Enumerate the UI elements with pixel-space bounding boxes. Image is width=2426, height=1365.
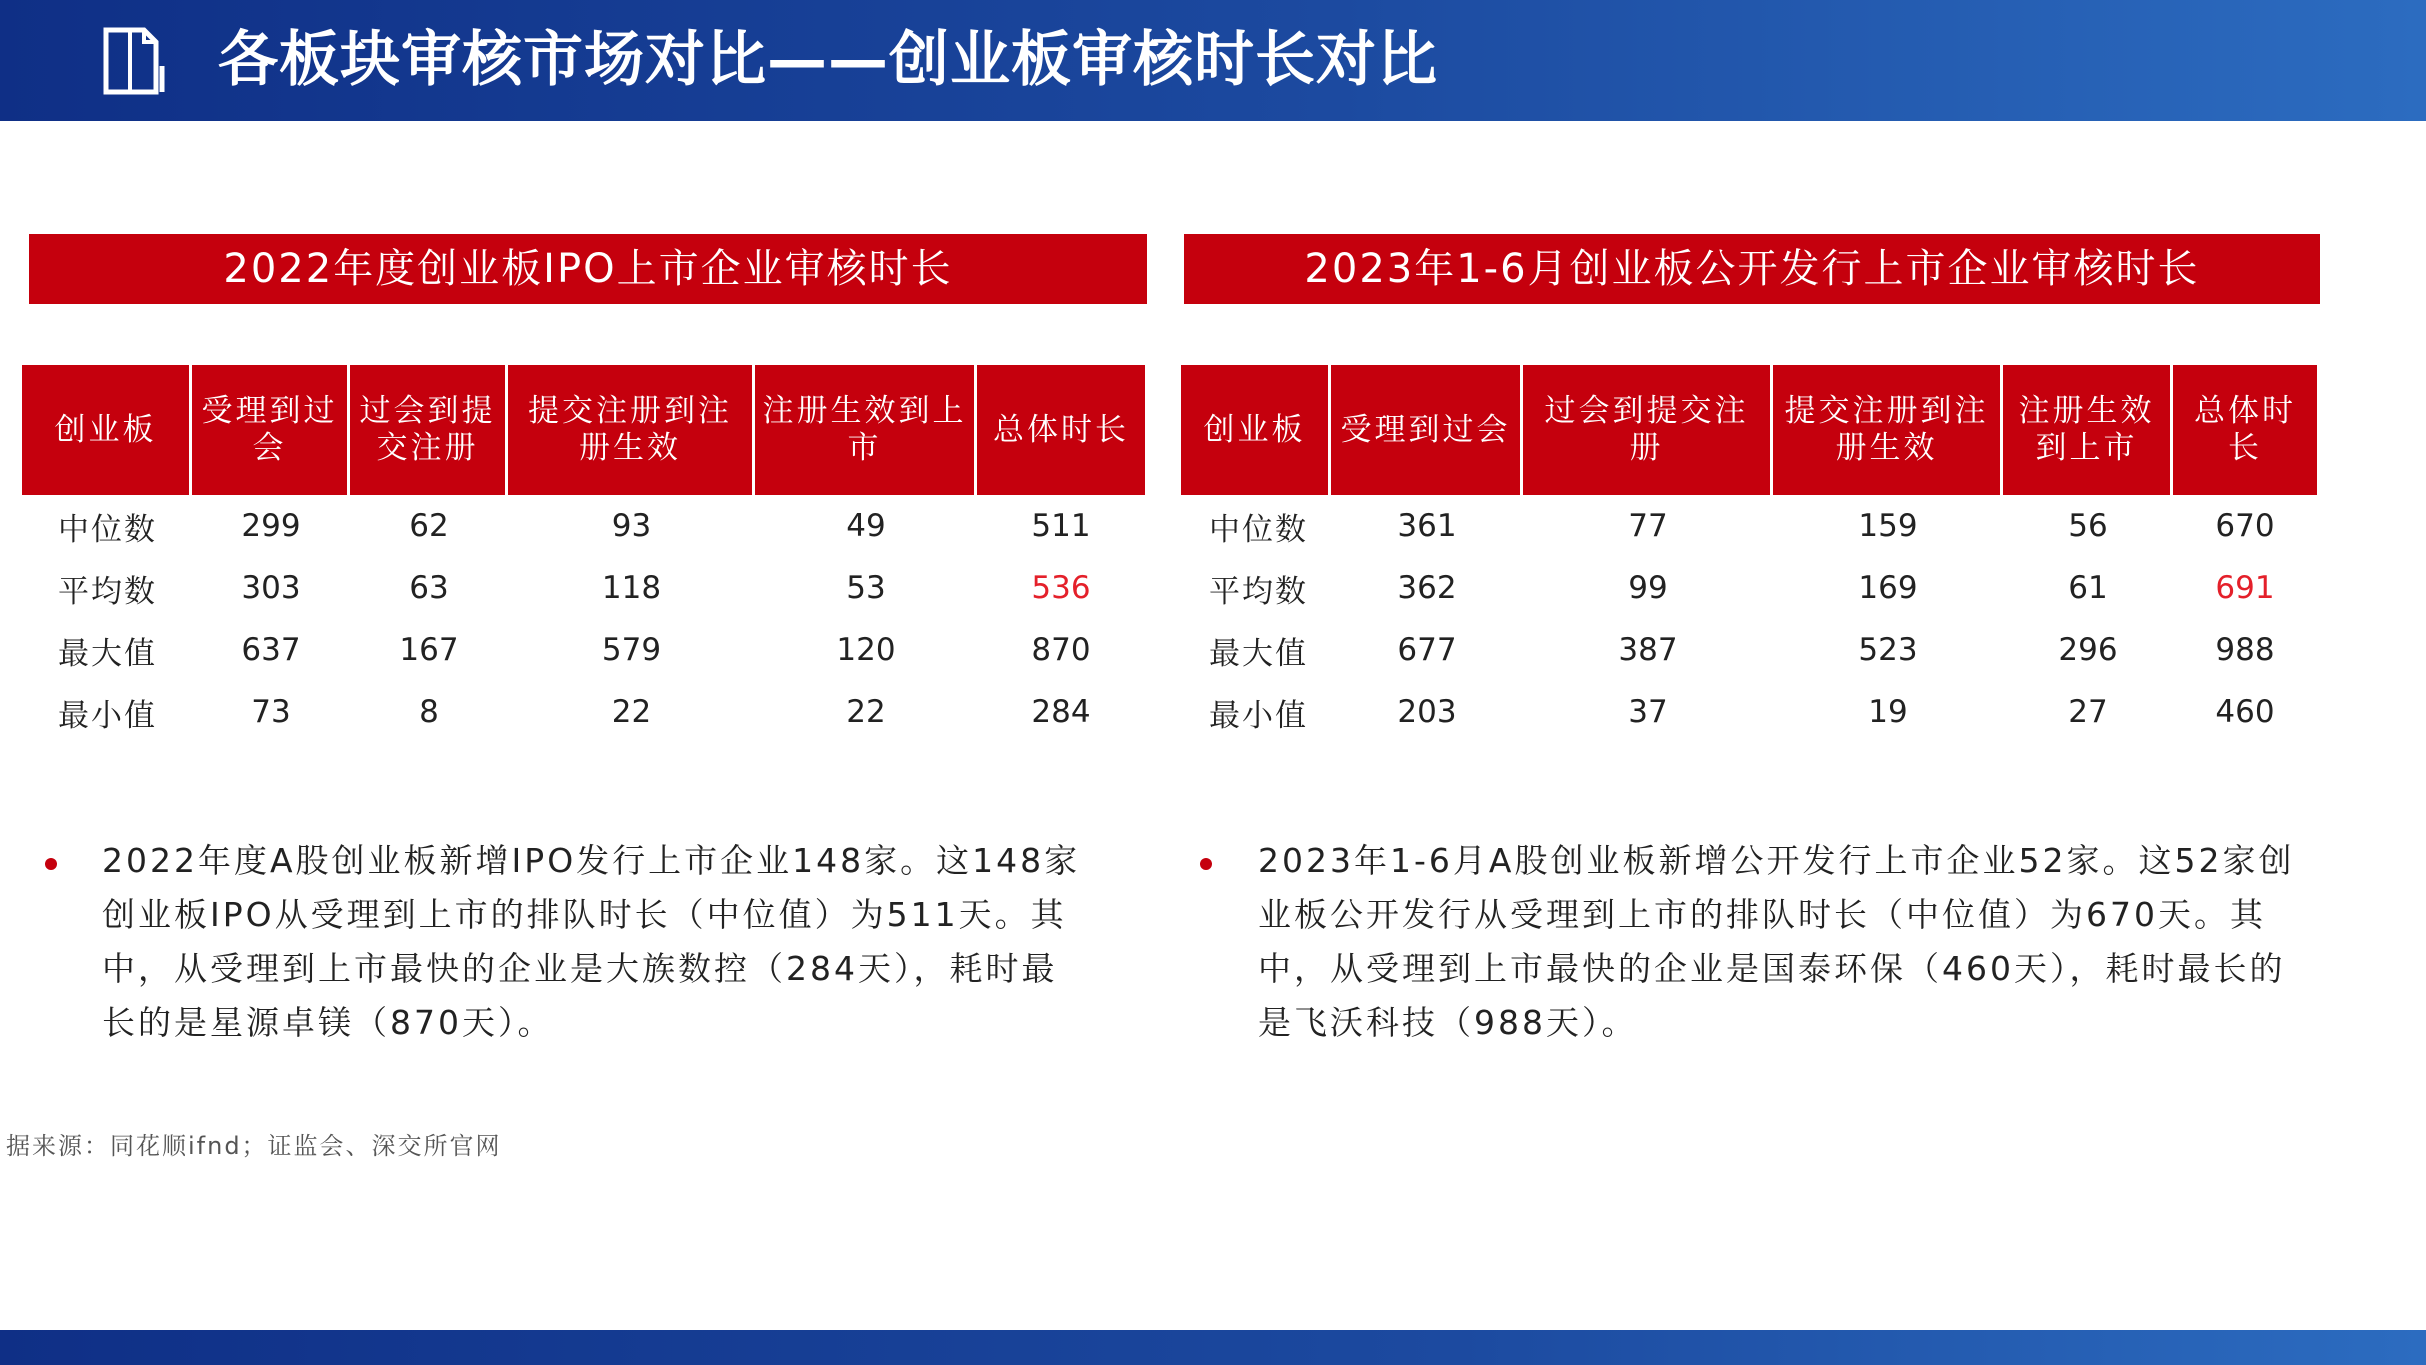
bullet-dot-icon	[1200, 858, 1212, 870]
table-cell: 511	[1031, 508, 1091, 544]
table-cell: 169	[1858, 570, 1918, 606]
table-cell: 284	[1031, 694, 1091, 730]
table-cell: 387	[1618, 632, 1678, 668]
column-header: 注册生效到上市	[755, 365, 977, 495]
highlight-cell: 536	[1031, 570, 1091, 606]
table-cell: 167	[399, 632, 459, 668]
table-cell: 362	[1397, 570, 1457, 606]
table-cell: 53	[846, 570, 886, 606]
table-cell: 77	[1628, 508, 1668, 544]
table-cell: 49	[846, 508, 886, 544]
table-cell: 22	[611, 694, 652, 730]
table-cell: 27	[2068, 694, 2108, 730]
left-panel-title: 2022年度创业板IPO上市企业审核时长	[29, 234, 1147, 304]
table-cell: 299	[241, 508, 301, 544]
column-header: 受理到过会	[1331, 365, 1523, 495]
table-row	[22, 557, 1145, 619]
table-row	[1181, 495, 2317, 557]
table-cell: 19	[1868, 694, 1908, 730]
table-row	[1181, 557, 2317, 619]
table-cell: 8	[419, 694, 439, 730]
row-label: 平均数	[1209, 573, 1308, 610]
table-cell: 93	[611, 508, 652, 544]
table-cell: 120	[836, 632, 896, 668]
column-header: 过会到提交注册	[350, 365, 508, 495]
table-header-row	[22, 365, 1145, 495]
table-cell: 62	[409, 508, 449, 544]
row-label: 平均数	[58, 573, 157, 610]
document-icon	[100, 26, 172, 96]
table-cell: 118	[601, 570, 662, 606]
column-header: 总体时长	[2173, 365, 2317, 495]
table-cell: 22	[846, 694, 886, 730]
table-cell: 303	[241, 570, 301, 606]
row-label: 中位数	[1209, 511, 1308, 548]
row-label: 最小值	[58, 697, 157, 734]
column-header: 创业板	[22, 365, 192, 495]
row-label: 最大值	[1209, 635, 1308, 672]
column-header: 总体时长	[977, 365, 1145, 495]
table-cell: 61	[2068, 570, 2108, 606]
column-header: 提交注册到注册生效	[1773, 365, 2003, 495]
table-cell: 523	[1858, 632, 1918, 668]
table-cell: 73	[251, 694, 291, 730]
table-row	[1181, 619, 2317, 681]
table-row	[22, 619, 1145, 681]
column-header: 提交注册到注册生效	[508, 365, 755, 495]
table-cell: 56	[2068, 508, 2108, 544]
right-panel-title: 2023年1-6月创业板公开发行上市企业审核时长	[1184, 234, 2320, 304]
column-header: 注册生效到上市	[2003, 365, 2173, 495]
footer-bar	[0, 1330, 2426, 1365]
table-cell: 870	[1031, 632, 1091, 668]
header-bar	[0, 0, 2426, 121]
table-cell: 203	[1397, 694, 1457, 730]
source-note: 据来源：同花顺ifnd；证监会、深交所官网	[6, 1132, 502, 1160]
table-cell: 677	[1397, 632, 1457, 668]
page-title: 各板块审核市场对比——创业板审核时长对比	[218, 25, 1438, 95]
table-cell: 988	[2215, 632, 2275, 668]
left-note: 2022年度A股创业板新增IPO发行上市企业148家。这148家创业板IPO从受理到上市的排队时长（中位值）为511天。其中，从受理到上市最快的企业是大族数控（284天），耗时最长的是星源卓镁（870天）。	[102, 841, 1081, 1042]
row-label: 最大值	[58, 635, 157, 672]
right-table	[1181, 365, 2317, 743]
table-cell: 296	[2058, 632, 2118, 668]
table-cell: 99	[1628, 570, 1668, 606]
table-cell: 361	[1397, 508, 1457, 544]
table-row	[22, 495, 1145, 557]
column-header: 受理到过会	[192, 365, 350, 495]
table-cell: 37	[1628, 694, 1668, 730]
highlight-cell: 691	[2215, 570, 2275, 606]
table-cell: 63	[409, 570, 449, 606]
bullet-dot-icon	[45, 858, 57, 870]
table-header-row	[1181, 365, 2317, 495]
table-cell: 670	[2215, 508, 2275, 544]
row-label: 最小值	[1209, 697, 1308, 734]
table-row	[22, 681, 1145, 743]
left-table	[22, 365, 1145, 743]
table-row	[1181, 681, 2317, 743]
column-header: 过会到提交注册	[1523, 365, 1773, 495]
table-cell: 460	[2215, 694, 2275, 730]
table-cell: 579	[601, 632, 662, 668]
table-cell: 637	[241, 632, 301, 668]
right-note: 2023年1-6月A股创业板新增公开发行上市企业52家。这52家创业板公开发行从受理到上市的排队时长（中位值）为670天。其中，从受理到上市最快的企业是国泰环保（460天），耗时最长的是飞沃科技（988天）。	[1258, 841, 2295, 1042]
row-label: 中位数	[58, 511, 157, 548]
column-header: 创业板	[1181, 365, 1331, 495]
table-cell: 159	[1858, 508, 1918, 544]
